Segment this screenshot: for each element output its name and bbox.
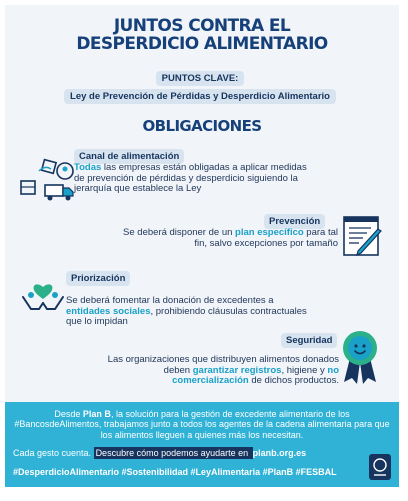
plan-b-logo <box>369 454 391 480</box>
footer-url-link[interactable]: planb.org.es <box>252 448 307 458</box>
text-prevencion-b: para tal fin, salvo excepciones por tamaño <box>194 227 338 249</box>
page-title <box>5 17 399 53</box>
text-seguridad-a: Las organizaciones que distribuyen alimentos donados deben <box>107 354 339 376</box>
section-label-prevencion: Prevención <box>264 214 325 229</box>
footer-cta-a: Cada gesto cuenta. <box>13 448 94 458</box>
footer-cta <box>13 448 306 458</box>
footer-text-b: , la solución para la gestión de excedente alimentario de los #BancosdeAlimentos, trabajamos junto a todos los agentes de la cadena alimentaria para que los alimentos lleguen a quienes más los necesitan. <box>14 409 390 440</box>
key-points <box>53 68 347 104</box>
donation-hands-icon <box>21 273 65 315</box>
highlight-plan: plan específico <box>235 227 304 238</box>
highlight-entidades: entidades sociales <box>66 305 151 317</box>
quality-badge-icon <box>340 328 380 386</box>
section-text-canal <box>74 163 314 195</box>
plan-b-logo-mark <box>369 454 391 480</box>
key-points-label: PUNTOS CLAVE: <box>156 71 245 86</box>
title-line-1: JUNTOS CONTRA EL <box>113 16 291 36</box>
highlight-todas: Todas <box>74 162 102 173</box>
section-label-priorizacion: Priorización <box>66 271 130 286</box>
infographic <box>5 5 399 487</box>
obligations-heading: OBLIGACIONES <box>142 117 262 135</box>
section-text-prevencion <box>116 228 338 249</box>
section-label-canal: Canal de alimentación <box>74 149 184 164</box>
footer-banner <box>5 402 399 487</box>
text-priorizacion-a: Se deberá fomentar la donación de excedentes a <box>66 295 274 306</box>
highlight-registros: garantizar registros <box>192 364 282 376</box>
footer-hashtags: #DesperdicioAlimentario #Sostenibilidad #LeyAlimentaria #PlanB #FESBAL <box>13 467 337 477</box>
text-seguridad-c: de dichos productos. <box>248 375 339 387</box>
section-text-priorizacion <box>66 296 316 328</box>
footer-brand: Plan B <box>82 409 111 419</box>
text-priorizacion-b: , prohibiendo cláusulas contractuales que lo impidan <box>66 305 307 328</box>
text-seguridad-b: , higiene y <box>281 364 328 376</box>
footer-text-a: Desde <box>54 409 83 419</box>
footer-cta-highlight: Descubre cómo podemos ayudarte en <box>95 448 251 458</box>
text-prevencion-a: Se deberá disponer de un <box>123 227 236 238</box>
plan-document-icon <box>341 215 383 259</box>
highlight-no-comercializacion: no comercialización <box>172 364 339 387</box>
section-label-seguridad: Seguridad <box>281 333 337 348</box>
text-canal: las empresas están obligadas a aplicar medidas de prevención de pérdidas y desperdicio siguiendo la jerarquía que establece la Ley <box>74 162 307 195</box>
section-text-seguridad <box>103 355 339 387</box>
law-name: Ley de Prevención de Pérdidas y Desperdicio Alimentario <box>64 89 336 104</box>
title-line-2: DESPERDICIO ALIMENTARIO <box>76 34 328 54</box>
supply-chain-icon <box>19 157 77 203</box>
footer-description <box>13 409 391 440</box>
